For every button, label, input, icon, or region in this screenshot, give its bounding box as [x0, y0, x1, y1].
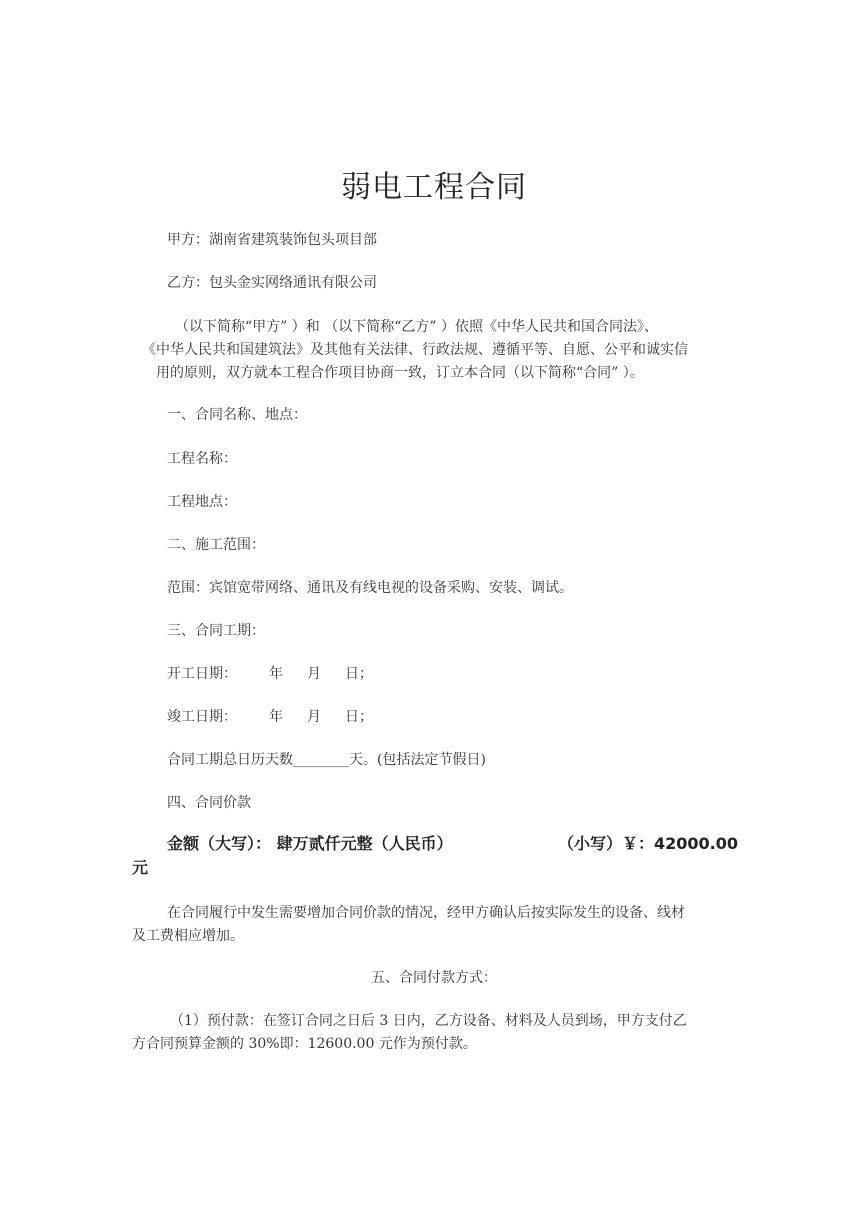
amount-unit: 元	[132, 858, 149, 877]
end-day: 日；	[345, 709, 373, 725]
start-date-row	[167, 663, 373, 683]
end-month: 月	[307, 709, 321, 725]
prepay-line-1: （1）预付款：在签订合同之日后 3 日内，乙方设备、材料及人员到场，甲方支付乙	[170, 1013, 687, 1029]
amount-upper: 金额（大写）： 肆万贰仟元整（人民币）	[167, 834, 453, 853]
section-1-heading: 一、合同名称、地点：	[167, 407, 307, 423]
party-b: 乙方：包头金实网络通讯有限公司	[167, 275, 377, 291]
end-year: 年	[269, 709, 283, 725]
section-5-heading: 五、合同付款方式：	[371, 970, 497, 986]
price-increase-line-1: 在合同履行中发生需要增加合同价款的情况，经甲方确认后按实际发生的设备、线材	[167, 905, 685, 921]
document-title: 弱电工程合同	[341, 170, 527, 205]
start-year: 年	[269, 666, 283, 682]
prepay-line-2: 方合同预算金额的 30%即：12600.00 元作为预付款。	[132, 1036, 477, 1052]
end-date-label: 竣工日期：	[167, 709, 237, 725]
start-date-label: 开工日期：	[167, 666, 237, 682]
project-name-label: 工程名称：	[167, 451, 237, 467]
section-3-heading: 三、合同工期：	[167, 623, 265, 639]
intro-line-3: 用的原则，双方就本工程合作项目协商一致，订立本合同（以下简称“合同” ）。	[156, 365, 644, 381]
scope-text: 范围：宾馆宽带网络、通讯及有线电视的设备采购、安装、调试。	[167, 580, 573, 596]
total-days-text: 合同工期总日历天数________天。(包括法定节假日)	[167, 752, 486, 768]
start-month: 月	[307, 666, 321, 682]
start-day: 日；	[345, 666, 373, 682]
intro-line-2: 《中华人民共和国建筑法》及其他有关法律、行政法规、遵循平等、自愿、公平和诚实信	[142, 342, 688, 358]
party-a: 甲方：湖南省建筑装饰包头项目部	[167, 232, 377, 248]
section-4-heading: 四、合同价款	[167, 795, 251, 811]
section-2-heading: 二、施工范围：	[167, 537, 265, 553]
amount-lower: （小写）￥：42000.00	[557, 834, 738, 853]
end-date-row	[167, 706, 373, 726]
price-increase-line-2: 及工费相应增加。	[132, 928, 244, 944]
contract-amount	[132, 832, 738, 880]
intro-line-1: （以下简称“甲方” ）和 （以下简称“乙方” ）依照《中华人民共和国合同法》、	[175, 319, 658, 335]
project-location-label: 工程地点：	[167, 494, 237, 510]
